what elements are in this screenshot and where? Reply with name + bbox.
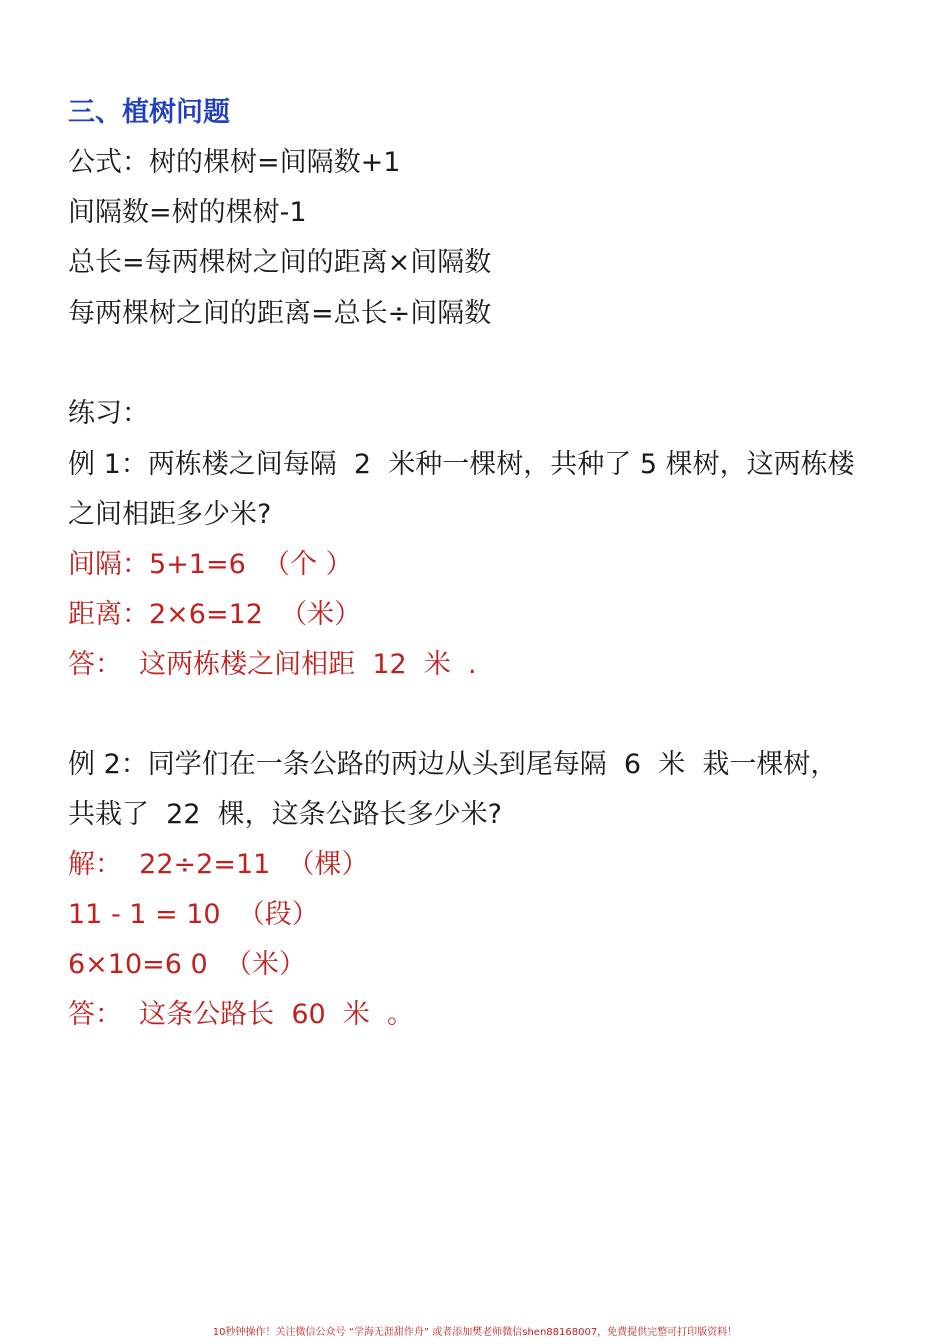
section-title: 三、植树问题 xyxy=(68,97,230,128)
example2-question-line: 共栽了 22 棵，这条公路长多少米? xyxy=(68,799,503,830)
example1-question-line: 例 1：两栋楼之间每隔 2 米种一棵树，共种了 5 棵树，这两栋楼 xyxy=(68,449,855,480)
example1-solution-line: 间隔：5+1=6 （个 ） xyxy=(68,549,353,580)
formula-line: 每两棵树之间的距离=总长÷间隔数 xyxy=(68,298,492,329)
formula-line: 总长=每两棵树之间的距离×间隔数 xyxy=(68,247,492,278)
example1-question-line: 之间相距多少米? xyxy=(68,499,272,530)
example2-solution-line: 11 - 1 = 10 （段） xyxy=(68,899,319,930)
example1-answer-line: 答： 这两栋楼之间相距 12 米 . xyxy=(68,649,477,680)
example2-question-line: 例 2：同学们在一条公路的两边从头到尾每隔 6 米 栽一棵树， xyxy=(68,749,838,780)
formula-line: 公式：树的棵树=间隔数+1 xyxy=(68,147,401,178)
example1-solution-line: 距离：2×6=12 （米） xyxy=(68,599,362,630)
footer-note: 10秒钟操作！关注微信公众号 “学海无涯甜作舟” 或者添加樊老师微信shen88168007，免费提供完整可打印版资料！ xyxy=(212,1327,738,1338)
example2-solution-line: 6×10=6 0 （米） xyxy=(68,949,306,980)
example2-solution-line: 解： 22÷2=11 （棵） xyxy=(68,849,369,880)
practice-label: 练习： xyxy=(68,398,149,429)
formula-line: 间隔数=树的棵树-1 xyxy=(68,197,307,228)
example2-answer-line: 答： 这条公路长 60 米 。 xyxy=(68,999,415,1030)
